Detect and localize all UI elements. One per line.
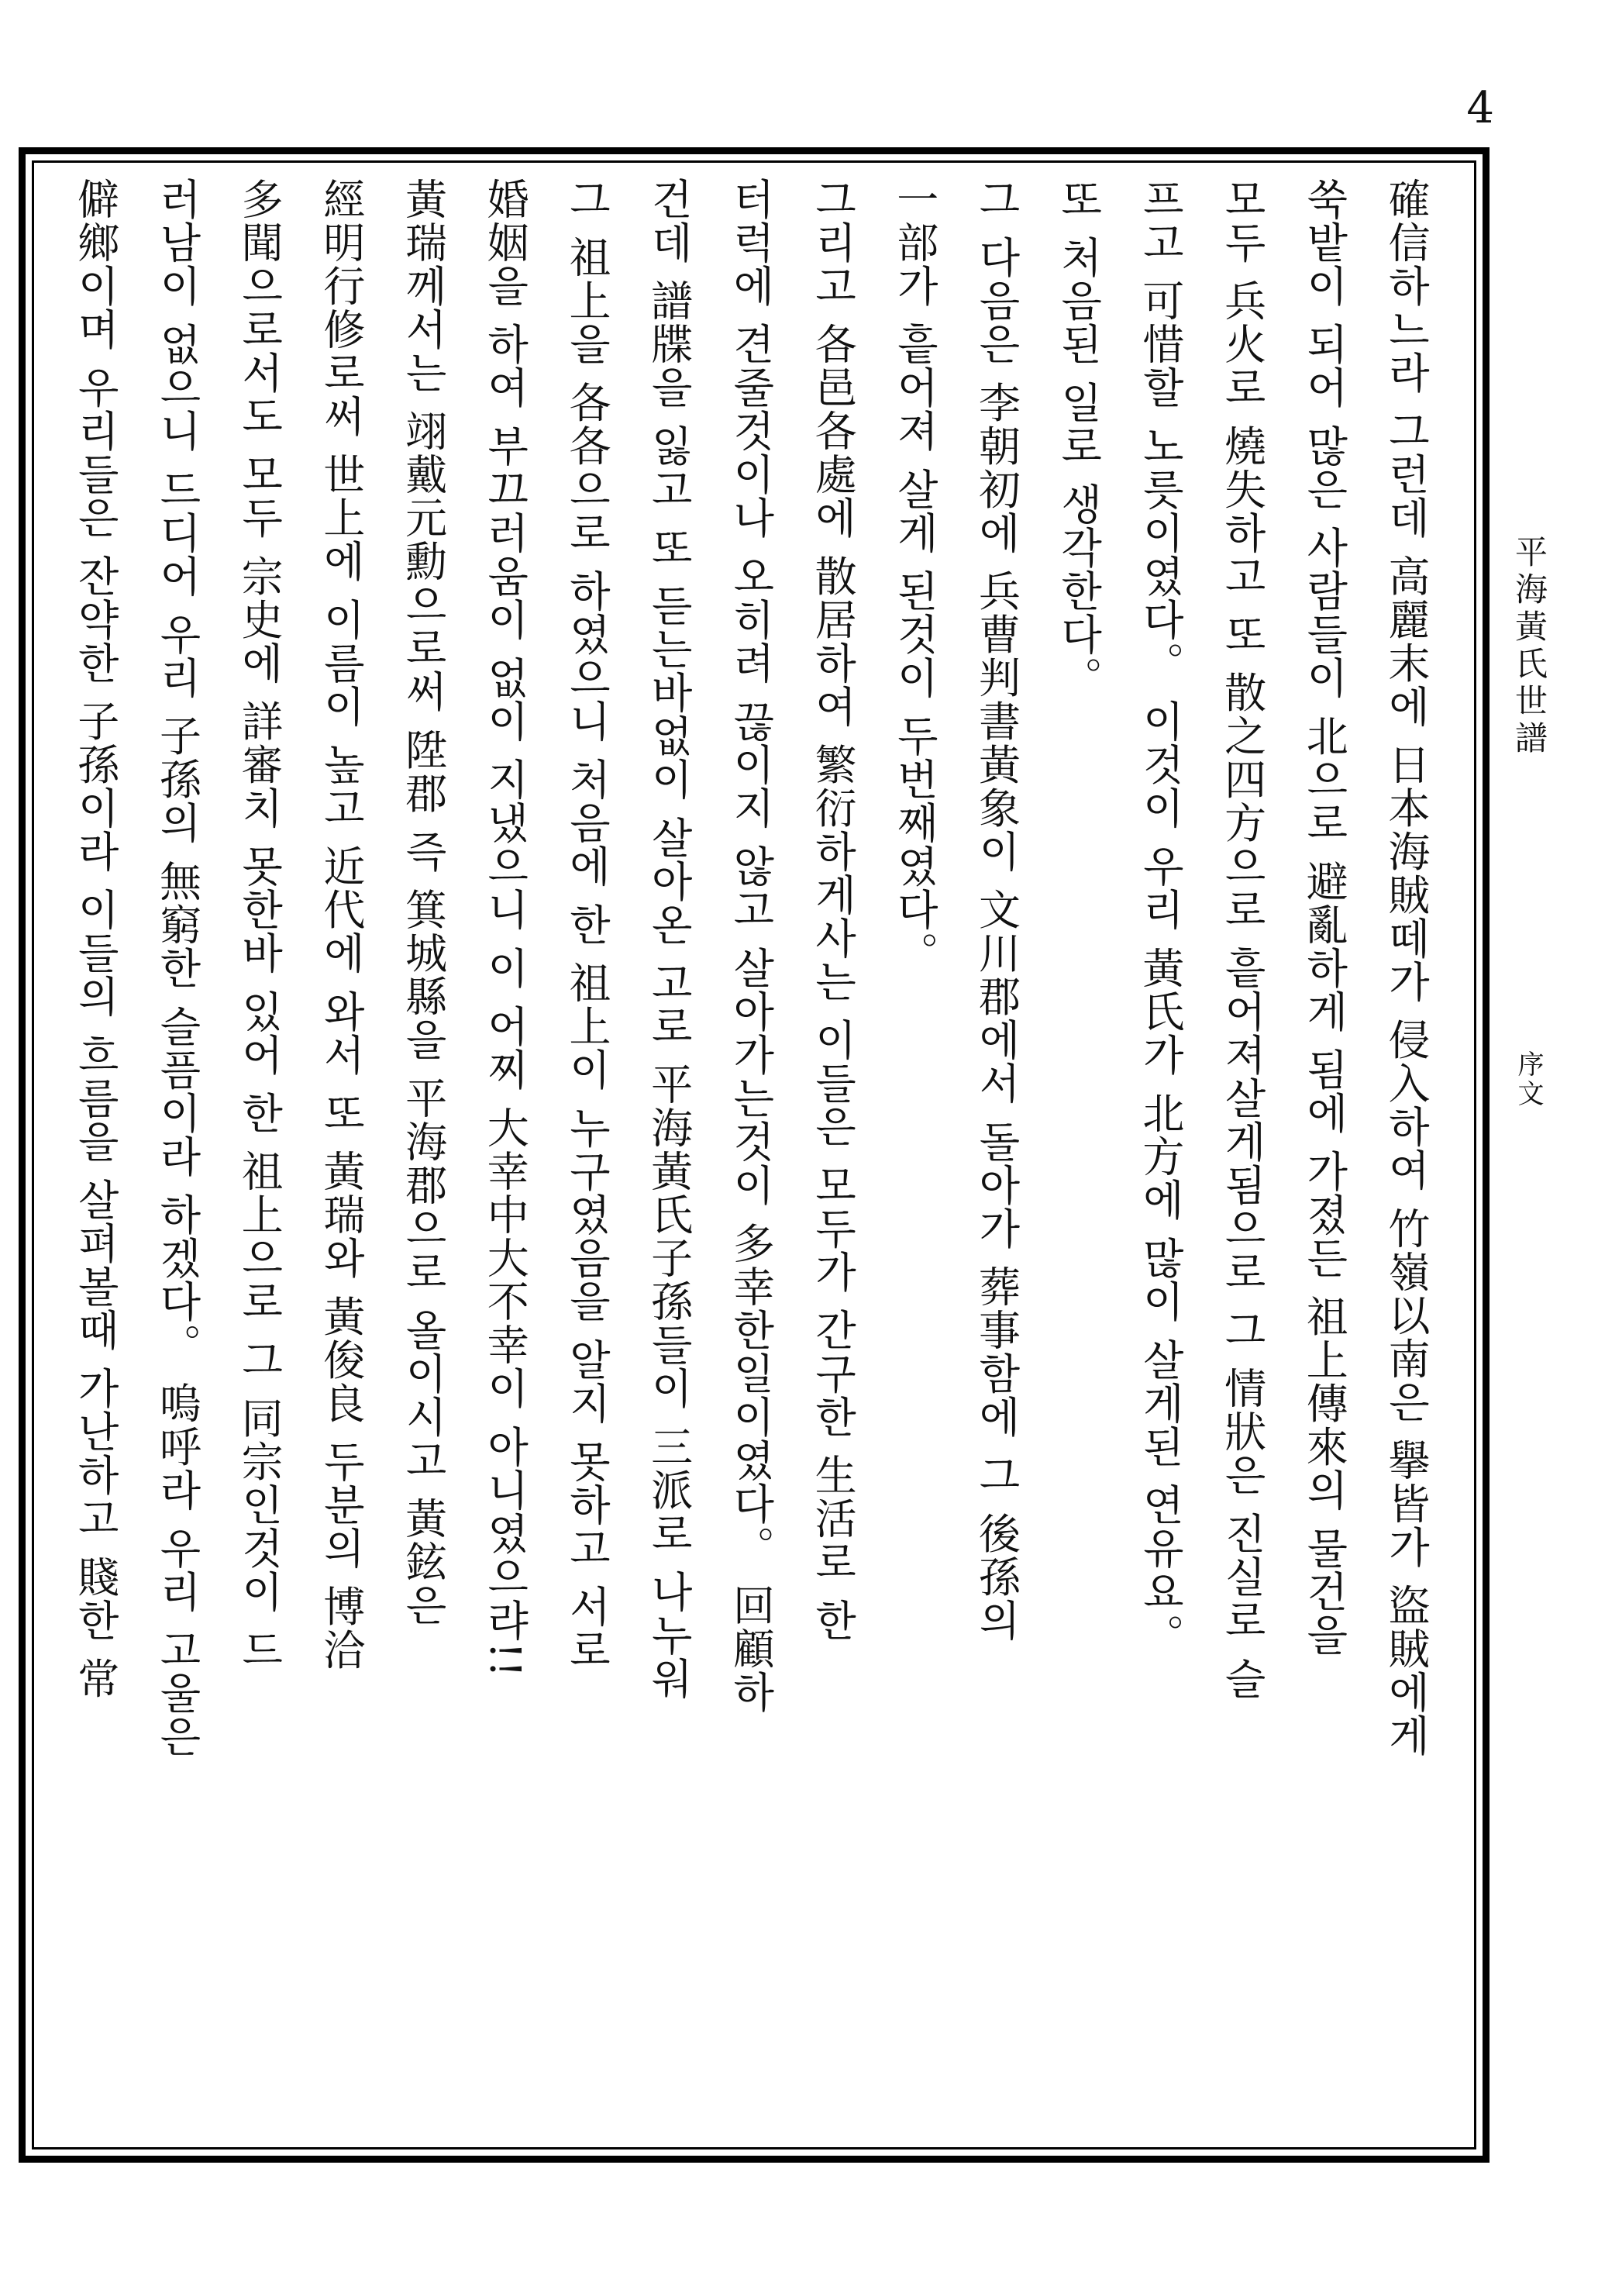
text-column: 러남이 없으니 드디어 우리 子孫의 無窮한 슬픔이라 하겠다。 嗚呼라 우리 고울은: [153, 178, 202, 1759]
text-column: 모두 兵火로 燒失하고 또 散之四方으로 흩어져살게됨으로 그 情狀은 진실로 슬: [1217, 178, 1267, 1701]
text-column: 經明行修로써 世上에 이름이 높고 近代에 와서 또 黃瑞와 黃俊良 두분의 博洽: [316, 178, 366, 1672]
page-number: 4: [1466, 83, 1494, 133]
text-column: 프고 可惜할 노릇이였다。 이것이 우리 黃氏가 北方에 많이 살게된 연유요。: [1135, 178, 1185, 1657]
text-column: 婚姻을 하여 부끄러움이 없이 지냈으니 이 어찌 大幸中大不幸이 아니였으랴!!: [480, 178, 530, 1679]
text-column: 그리고 各邑各處에 散居하여 繁衍하게사는 이들은 모두가 간구한 生活로 한: [808, 178, 858, 1643]
text-column: 또 처음된 일로 생각한다。: [1054, 178, 1104, 700]
margin-section-label: 序文: [1513, 1050, 1544, 1109]
text-column: 一部가 흩어져 살게 된것이 두번째였다。: [890, 178, 939, 975]
text-column: 건데 譜牒을 잃고 또 듣는바없이 살아온 고로 平海黃氏子孫들이 三派로 나누워: [644, 178, 694, 1701]
text-column: 確信하느라 그런데 高麗末에 日本海賊떼가 侵入하여 竹嶺以南은 擧皆가 盜賊에게: [1382, 178, 1431, 1758]
text-column: 쑥밭이 되어 많은 사람들이 北으로 避亂하게 됨에 가졌든 祖上傳來의 물건을: [1300, 178, 1349, 1657]
text-column: 그 다음은 李朝初에 兵曹判書黃象이 文川郡에서 돌아가 葬事함에 그 後孫의: [972, 178, 1021, 1643]
text-column: 多聞으로서도 모두 宗史에 詳審치 못한바 있어 한 祖上으로 그 同宗인것이 드: [235, 178, 284, 1672]
text-column: 그 祖上을 各各으로 하였으니 처음에 한 祖上이 누구였음을 알지 못하고 서로: [562, 178, 611, 1672]
page-frame: [19, 147, 1490, 2163]
text-column: 黃瑞께서는 翊戴元勳으로써 陞郡 즉 箕城縣을 平海郡으로 올이시고 黃鉉은: [398, 178, 448, 1628]
body-text: [60, 178, 1447, 2139]
margin-running-title: 平海黃氏世譜: [1510, 535, 1548, 758]
text-column: 僻鄉이며 우리들은 잔약한 子孫이라 이들의 흐름을 살펴볼때 가난하고 賤한 常: [71, 178, 120, 1701]
text-column: 터럭에 견줄것이나 오히려 끊이지 않고 살아가는것이 多幸한일이였다。 回顧하: [726, 178, 776, 1715]
